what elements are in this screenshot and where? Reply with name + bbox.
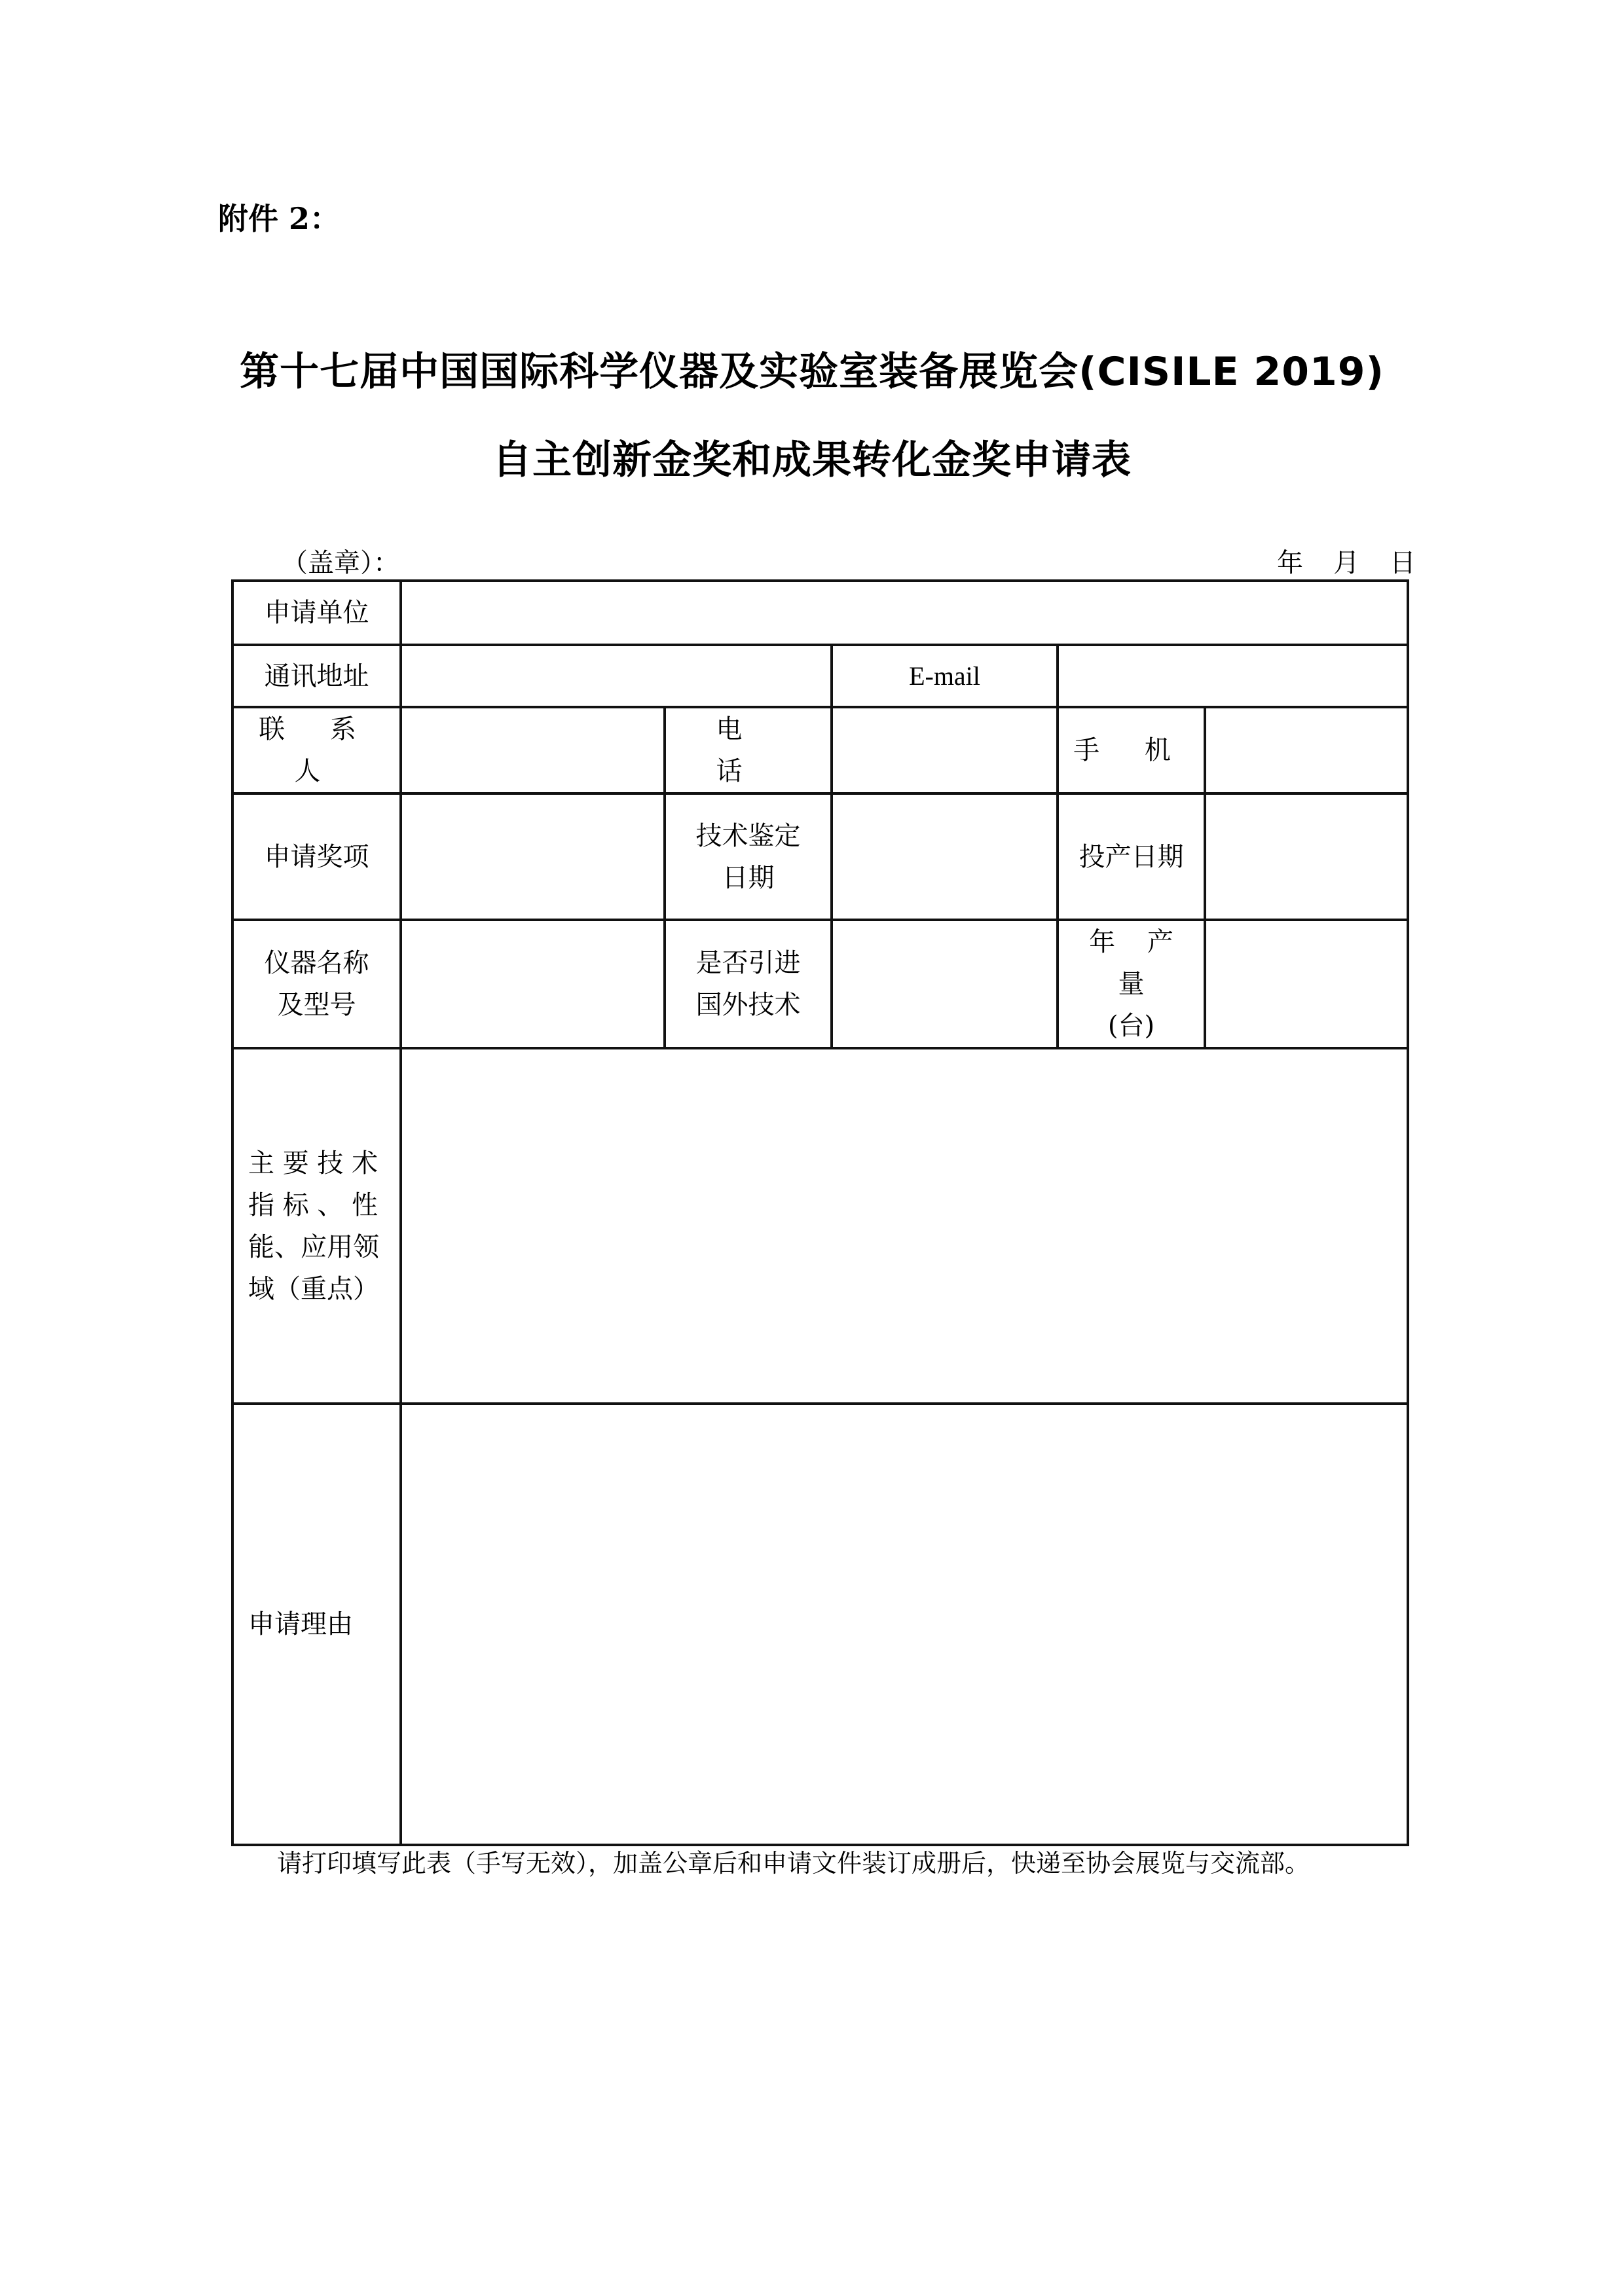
reason-label: 申请理由 bbox=[232, 1404, 401, 1845]
production-date-label: 投产日期 bbox=[1058, 793, 1205, 920]
instrument-name-label: 仪器名称 及型号 bbox=[232, 920, 401, 1048]
applicant-unit-field[interactable] bbox=[401, 581, 1408, 645]
phone-label: 电 话 bbox=[665, 707, 832, 793]
appraisal-date-label: 技术鉴定 日期 bbox=[665, 793, 832, 920]
contact-field[interactable] bbox=[401, 707, 665, 793]
instrument-name-field[interactable] bbox=[401, 920, 665, 1048]
applicant-unit-label: 申请单位 bbox=[232, 581, 401, 645]
tech-specs-field[interactable] bbox=[401, 1048, 1408, 1404]
annual-output-label: 年 产 量 (台) bbox=[1058, 920, 1205, 1048]
date-line bbox=[1277, 542, 1416, 579]
annex-label: 附件 2： bbox=[218, 201, 341, 236]
application-form-table bbox=[231, 579, 1409, 1846]
date-day: 日 bbox=[1390, 548, 1416, 578]
seal-label: （盖章）： bbox=[282, 548, 399, 578]
title-line-2: 自主创新金奖和成果转化金奖申请表 bbox=[492, 437, 1132, 483]
title-line-1: 第十七届中国国际科学仪器及实验室装备展览会(CISILE 2019) bbox=[240, 349, 1384, 395]
annual-output-field[interactable] bbox=[1205, 920, 1408, 1048]
contact-label: 联 系 人 bbox=[232, 707, 401, 793]
appraisal-date-field[interactable] bbox=[832, 793, 1058, 920]
reason-field[interactable] bbox=[401, 1404, 1408, 1845]
email-field[interactable] bbox=[1058, 645, 1408, 707]
address-field[interactable] bbox=[401, 645, 832, 707]
email-label: E-mail bbox=[832, 645, 1058, 707]
foreign-tech-field[interactable] bbox=[832, 920, 1058, 1048]
award-item-field[interactable] bbox=[401, 793, 665, 920]
date-month: 月 bbox=[1333, 548, 1359, 578]
award-item-label: 申请奖项 bbox=[232, 793, 401, 920]
production-date-field[interactable] bbox=[1205, 793, 1408, 920]
phone-field[interactable] bbox=[832, 707, 1058, 793]
address-label: 通讯地址 bbox=[232, 645, 401, 707]
mobile-label: 手 机 bbox=[1058, 707, 1205, 793]
footer-note: 请打印填写此表（手写无效），加盖公章后和申请文件装订成册后，快递至协会展览与交流部。 bbox=[277, 1849, 1310, 1878]
date-year: 年 bbox=[1277, 548, 1303, 578]
mobile-field[interactable] bbox=[1205, 707, 1408, 793]
tech-specs-label: 主 要 技 术 指 标 、 性 能、应用领 域（重点） bbox=[232, 1048, 401, 1404]
foreign-tech-label: 是否引进 国外技术 bbox=[665, 920, 832, 1048]
